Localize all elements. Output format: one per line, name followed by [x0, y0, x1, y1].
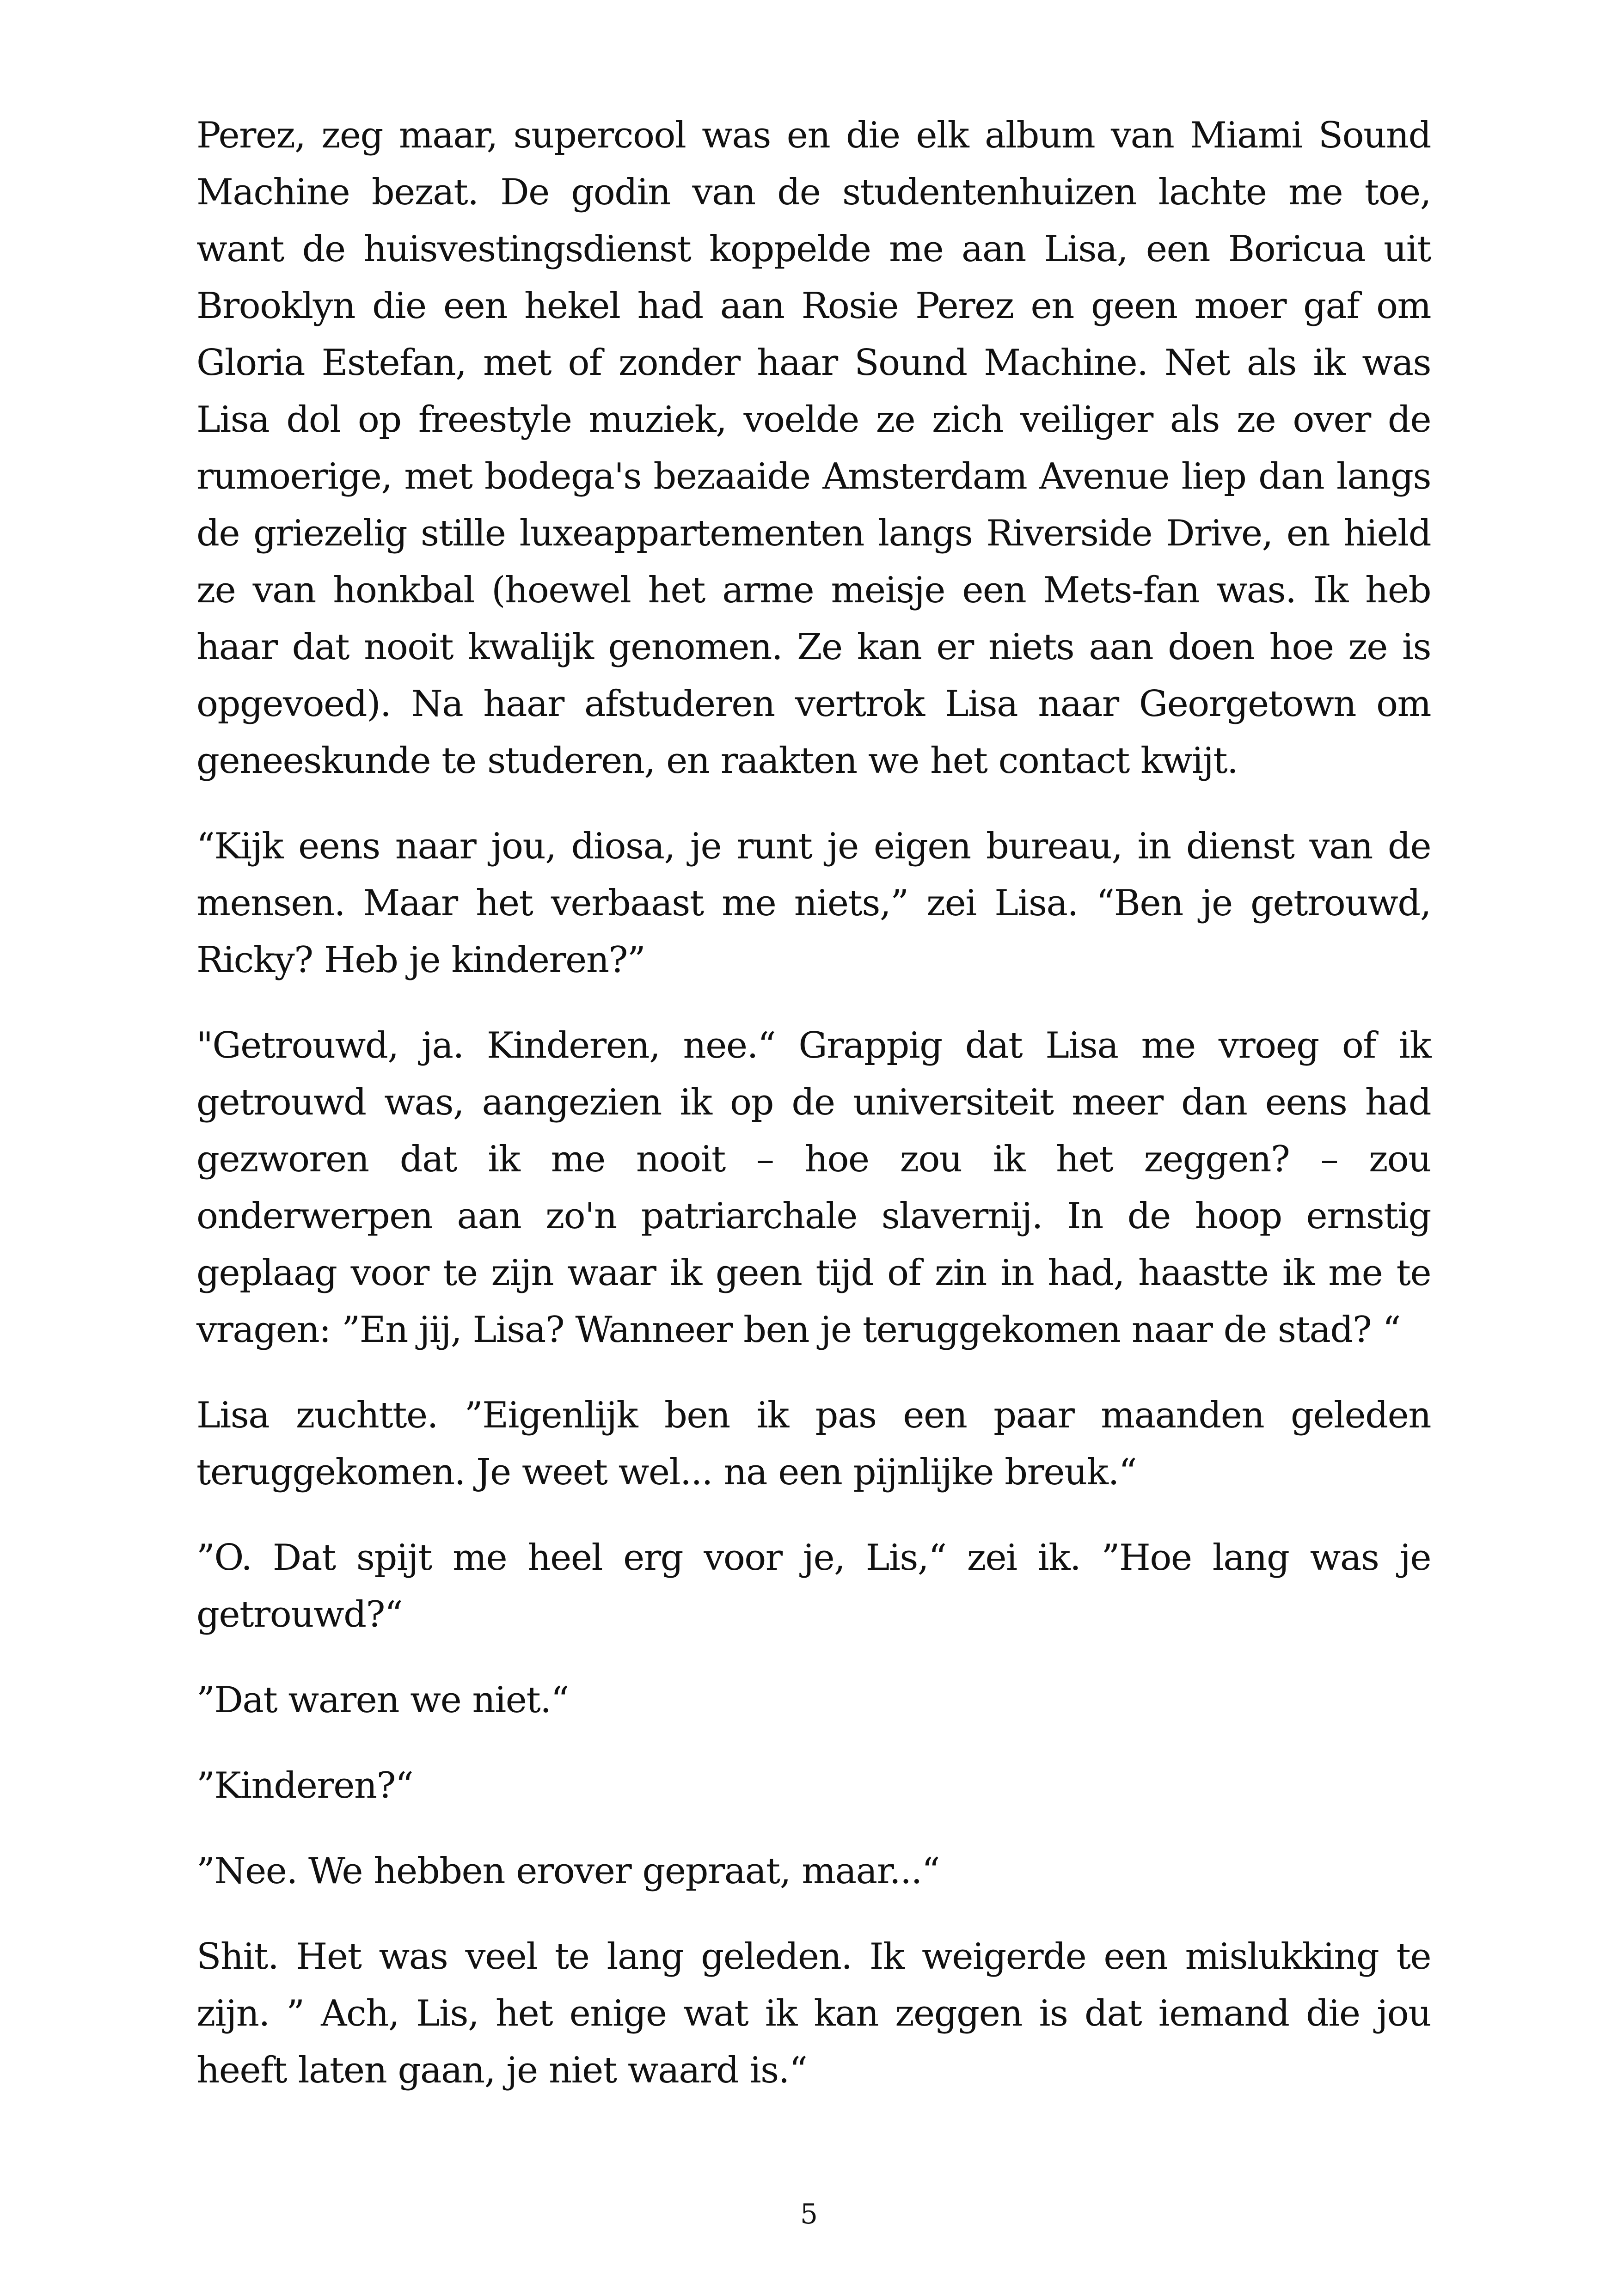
page-number: 5 [800, 2198, 818, 2230]
paragraph: "Getrouwd, ja. Kinderen, nee.“ Grappig dat Lisa me vroeg of ik getrouwd was, aangezien ik op de universiteit meer dan eens had gezworen dat ik me nooit – hoe zou ik het zeggen? – zou onderwerpen aan zo'n patriarchale slavernij. In de hoop ernstig geplaag voor te zijn waar ik geen tijd of zin in had, haastte ik me te vragen: ”En jij, Lisa? Wanneer ben je teruggekomen naar de stad? “ [196, 1025, 1431, 1351]
paragraph: ”Nee. We hebben erover gepraat, maar...“ [196, 1850, 940, 1892]
paragraph: Lisa zuchtte. ”Eigenlijk ben ik pas een paar maanden geleden teruggekomen. Je weet wel... na een pijnlijke breuk.“ [196, 1395, 1431, 1493]
paragraph: Shit. Het was veel te lang geleden. Ik weigerde een mislukking te zijn. ” Ach, Lis, het enige wat ik kan zeggen is dat iemand die jou heeft laten gaan, je niet waard is.“ [196, 1936, 1431, 2091]
paragraph: ”O. Dat spijt me heel erg voor je, Lis,“ zei ik. ”Hoe lang was je getrouwd?“ [196, 1537, 1431, 1635]
paragraph: ”Dat waren we niet.“ [196, 1679, 569, 1721]
paragraph: “Kijk eens naar jou, diosa, je runt je eigen bureau, in dienst van de mensen. Maar het verbaast me niets,” zei Lisa. “Ben je getrouwd, Ricky? Heb je kinderen?” [196, 826, 1431, 981]
paragraph: Perez, zeg maar, supercool was en die elk album van Miami Sound Machine bezat. De godin van de studentenhuizen lachte me toe, want de huisvestingsdienst koppelde me aan Lisa, een Boricua uit Brooklyn die een hekel had aan Rosie Perez en geen moer gaf om Gloria Estefan, met of zonder haar Sound Machine. Net als ik was Lisa dol op freestyle muziek, voelde ze zich veiliger als ze over de rumoerige, met bodega's bezaaide Amsterdam Avenue liep dan langs de griezelig stille luxeappartementen langs Riverside Drive, en hield ze van honkbal (hoewel het arme meisje een Mets-fan was. Ik heb haar dat nooit kwalijk genomen. Ze kan er niets aan doen hoe ze is opgevoed). Na haar afstuderen vertrok Lisa naar Georgetown om geneeskunde te studeren, en raakten we het contact kwijt. [196, 115, 1431, 782]
body-text [196, 107, 1431, 2128]
paragraph: ”Kinderen?“ [196, 1765, 413, 1806]
